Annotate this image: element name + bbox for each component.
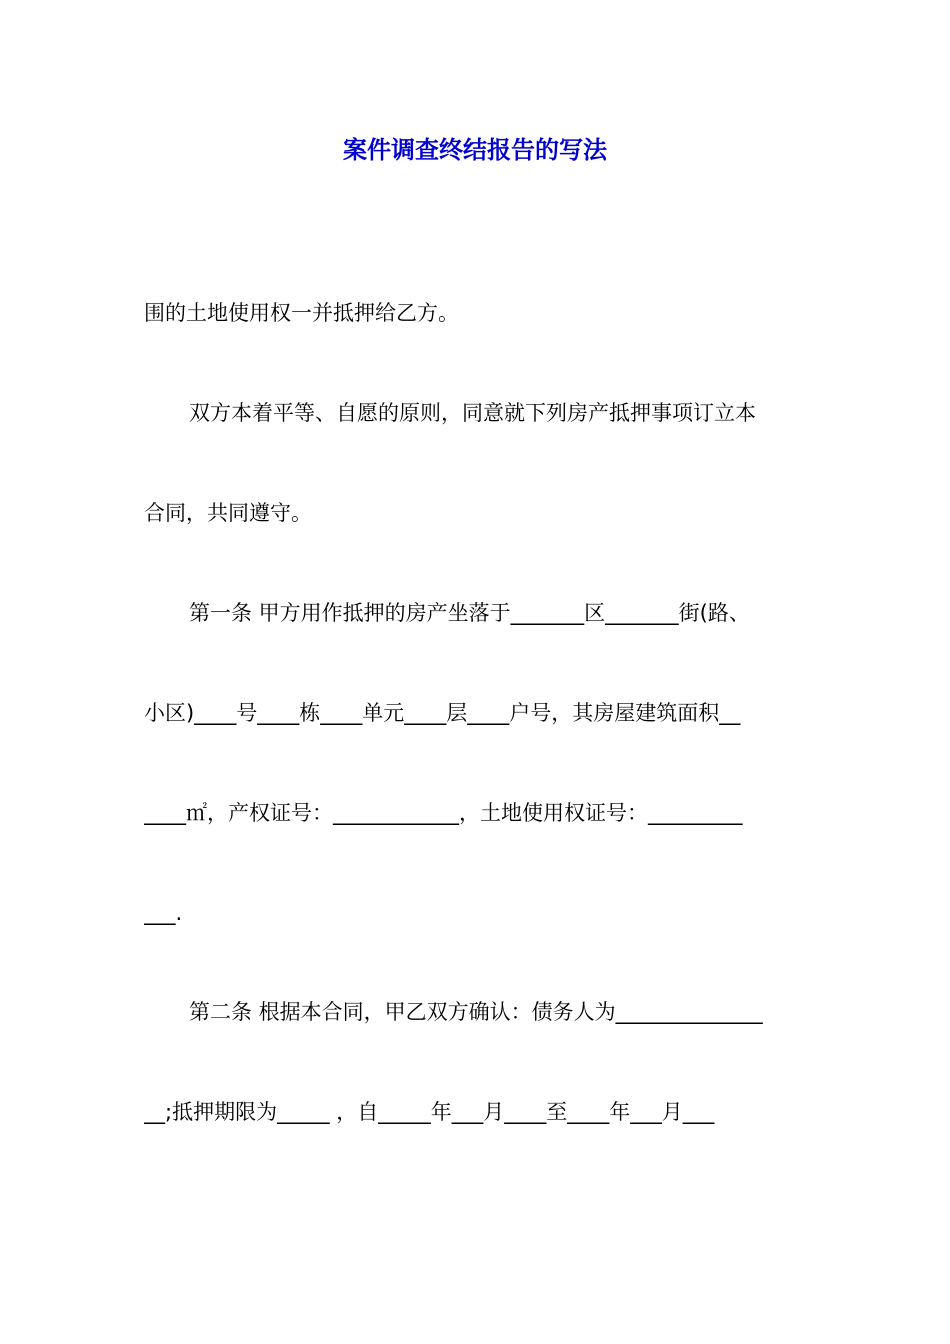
paragraph-line: ____㎡，产权证号：____________，土地使用权证号：_________ xyxy=(144,801,743,825)
document-title: 案件调查终结报告的写法 xyxy=(343,136,607,164)
paragraph-line: 第一条 甲方用作抵押的房产坐落于_______区_______街(路、 xyxy=(189,601,750,625)
paragraph-line: 围的土地使用权一并抵押给乙方。 xyxy=(144,301,459,325)
paragraph-line: 小区)____号____栋____单元____层____户号，其房屋建筑面积__ xyxy=(144,701,741,725)
paragraph-line: __;抵押期限为_____ ，自_____年___月____至____年___月___ xyxy=(144,1100,715,1124)
paragraph-line: 合同，共同遵守。 xyxy=(144,501,312,525)
paragraph-line: ___. xyxy=(144,901,183,925)
paragraph-line: 双方本着平等、自愿的原则，同意就下列房产抵押事项订立本 xyxy=(189,401,756,425)
paragraph-line: 第二条 根据本合同，甲乙双方确认：债务人为______________ xyxy=(189,1000,763,1024)
